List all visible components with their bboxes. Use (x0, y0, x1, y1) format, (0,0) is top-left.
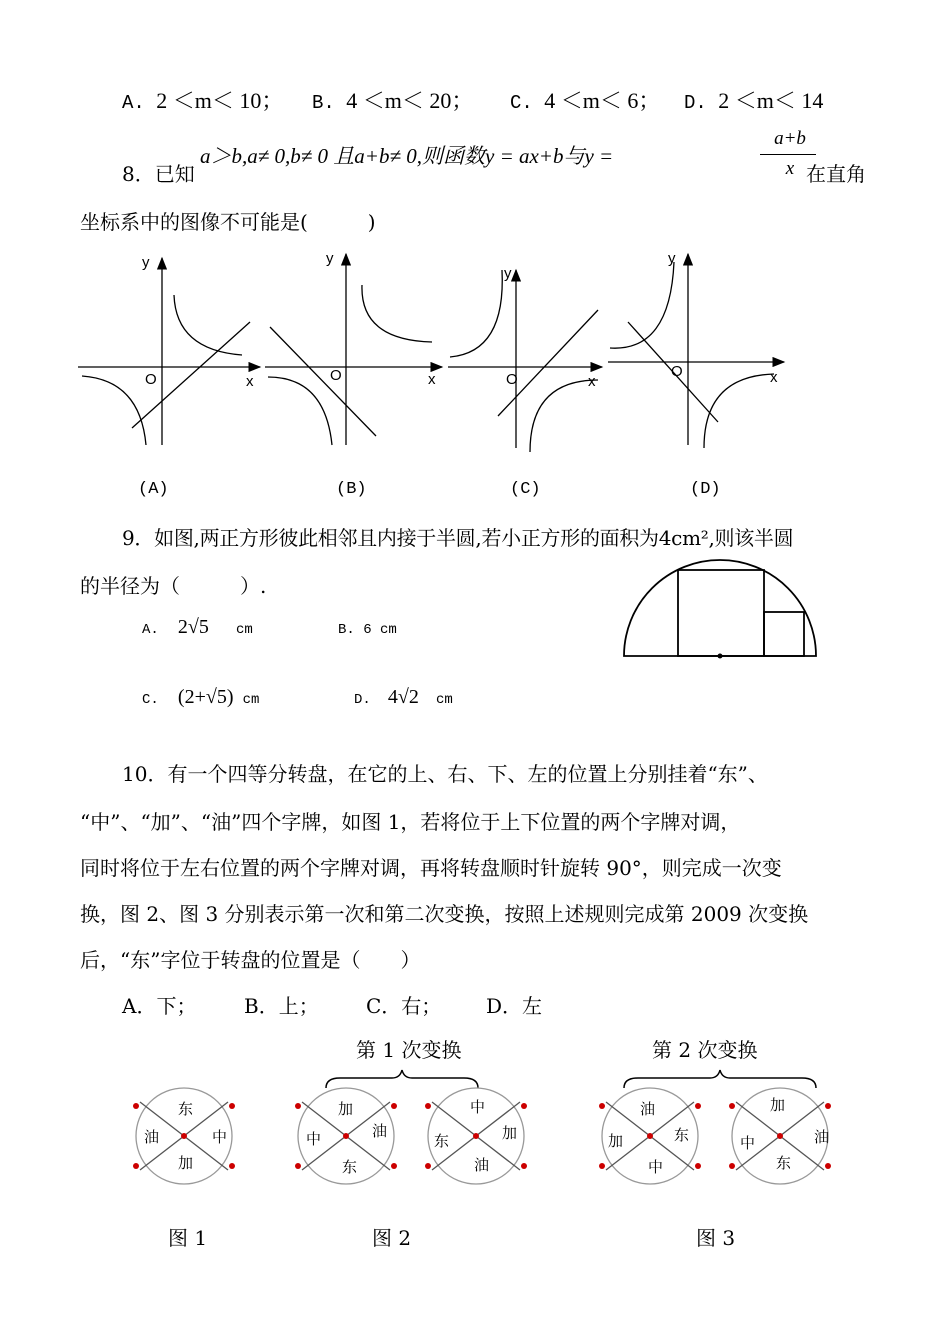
wheel1-bottom: 加 (178, 1155, 194, 1172)
graph-b-x-label: x (428, 371, 436, 388)
figure-label-1: 图 1 (168, 1226, 208, 1250)
wheel2b-bottom: 油 (474, 1157, 490, 1174)
q7-option-d: D. 2 ＜m＜ 14 (684, 88, 824, 114)
graph-a (78, 258, 260, 445)
graph-label-d: (D) (690, 480, 721, 499)
graph-d (608, 254, 784, 448)
figure-label-2: 图 2 (372, 1226, 412, 1250)
graph-label-b: (B) (336, 480, 367, 499)
wheel3a-bottom: 中 (648, 1159, 664, 1176)
graph-c-origin: O (506, 371, 518, 388)
wheel-fig1 (133, 1088, 235, 1184)
wheel3a-top: 油 (640, 1101, 656, 1118)
q9-option-d: D. 4√2 cm (354, 686, 453, 708)
graph-d-origin: O (671, 363, 683, 380)
wheels (120, 1080, 840, 1200)
wheel2a-right: 油 (372, 1123, 388, 1140)
q10-option-d: D．左 (486, 994, 543, 1018)
wheel3b-bottom: 东 (776, 1155, 792, 1172)
q9-line1: 9．如图,两正方形彼此相邻且内接于半圆,若小正方形的面积为4cm²,则该半圆 (122, 526, 794, 550)
figure-label-3: 图 3 (696, 1226, 736, 1250)
graph-d-y-label: y (668, 250, 676, 267)
q9-line2: 的半径为（ ）. (80, 574, 267, 598)
wheel-fig2a (295, 1088, 397, 1184)
wheel1-top: 东 (178, 1101, 194, 1118)
wheel-fig3b (729, 1088, 831, 1184)
graph-label-a: (A) (138, 480, 169, 499)
q10-line1: 10．有一个四等分转盘，在它的上、右、下、左的位置上分别挂着“东”、 (122, 762, 768, 786)
q8-suffix: 在直角 (806, 162, 866, 186)
q10-line4: 换，图 2、图 3 分别表示第一次和第二次变换，按照上述规则完成第 2009 次变换 (80, 902, 809, 926)
wheel2a-left: 中 (306, 1131, 322, 1148)
graph-b (265, 254, 442, 445)
q8-prefix: 8．已知 (122, 162, 195, 186)
wheel3a-left: 加 (608, 1133, 624, 1150)
wheel2a-top: 加 (338, 1101, 354, 1118)
q8-graphs (70, 240, 790, 455)
q10-line3: 同时将位于左右位置的两个字牌对调，再将转盘顺时针旋转 90°，则完成一次变 (80, 856, 782, 880)
q8-fraction-bar (760, 154, 816, 155)
graph-c-x-label: x (588, 373, 596, 390)
graph-c-y-label: y (504, 265, 512, 282)
graph-a-origin: O (145, 371, 157, 388)
wheel2b-top: 中 (470, 1099, 486, 1116)
step1-label: 第 1 次变换 (356, 1038, 462, 1062)
q10-option-c: C．右； (366, 994, 442, 1018)
q8-fraction-numerator: a+b (774, 128, 806, 149)
wheel-fig2b (425, 1088, 527, 1184)
step2-label: 第 2 次变换 (652, 1038, 758, 1062)
q8-line2: 坐标系中的图像不可能是( ) (80, 210, 376, 234)
wheel3b-left: 中 (740, 1135, 756, 1152)
q8-condition: a＞b,a≠ 0,b≠ 0 且a+b≠ 0,则函数y = ax+b与y = (200, 144, 614, 168)
q9-option-b: B. 6 cm (338, 622, 397, 638)
wheel2a-bottom: 东 (342, 1159, 358, 1176)
wheel1-left: 油 (144, 1129, 160, 1146)
wheel2b-left: 东 (434, 1133, 450, 1150)
q9-option-c: C. (2+√5) cm (142, 686, 260, 708)
q10-line5: 后，“东”字位于转盘的位置是（ ） (80, 948, 421, 972)
wheel3b-right: 油 (814, 1129, 830, 1146)
graph-b-y-label: y (326, 250, 334, 267)
q7-option-c: C. 4 ＜m＜ 6； (510, 88, 661, 114)
graph-d-x-label: x (770, 369, 778, 386)
graph-label-c: (C) (510, 480, 541, 499)
graph-a-x-label: x (246, 373, 254, 390)
q9-option-a: A. 2√5 cm (142, 616, 253, 638)
q10-option-b: B．上； (244, 994, 319, 1018)
wheel3b-top: 加 (770, 1097, 786, 1114)
graph-b-origin: O (330, 367, 342, 384)
q7-option-a: A. 2 ＜m＜ 10； (122, 88, 284, 114)
wheel3a-right: 东 (674, 1127, 690, 1144)
graph-a-y-label: y (142, 254, 150, 271)
wheel2b-right: 加 (502, 1125, 518, 1142)
semicircle-figure (620, 556, 820, 666)
q8-fraction-denominator: x (785, 158, 795, 179)
wheel-fig3a (599, 1088, 701, 1184)
q10-option-a: A．下； (122, 994, 197, 1018)
q7-option-b: B. 4 ＜m＜ 20； (312, 88, 474, 114)
q10-line2: “中”、“加”、“油”四个字牌，如图 1，若将位于上下位置的两个字牌对调， (80, 810, 741, 834)
graph-c (448, 270, 602, 452)
wheel1-right: 中 (212, 1129, 228, 1146)
